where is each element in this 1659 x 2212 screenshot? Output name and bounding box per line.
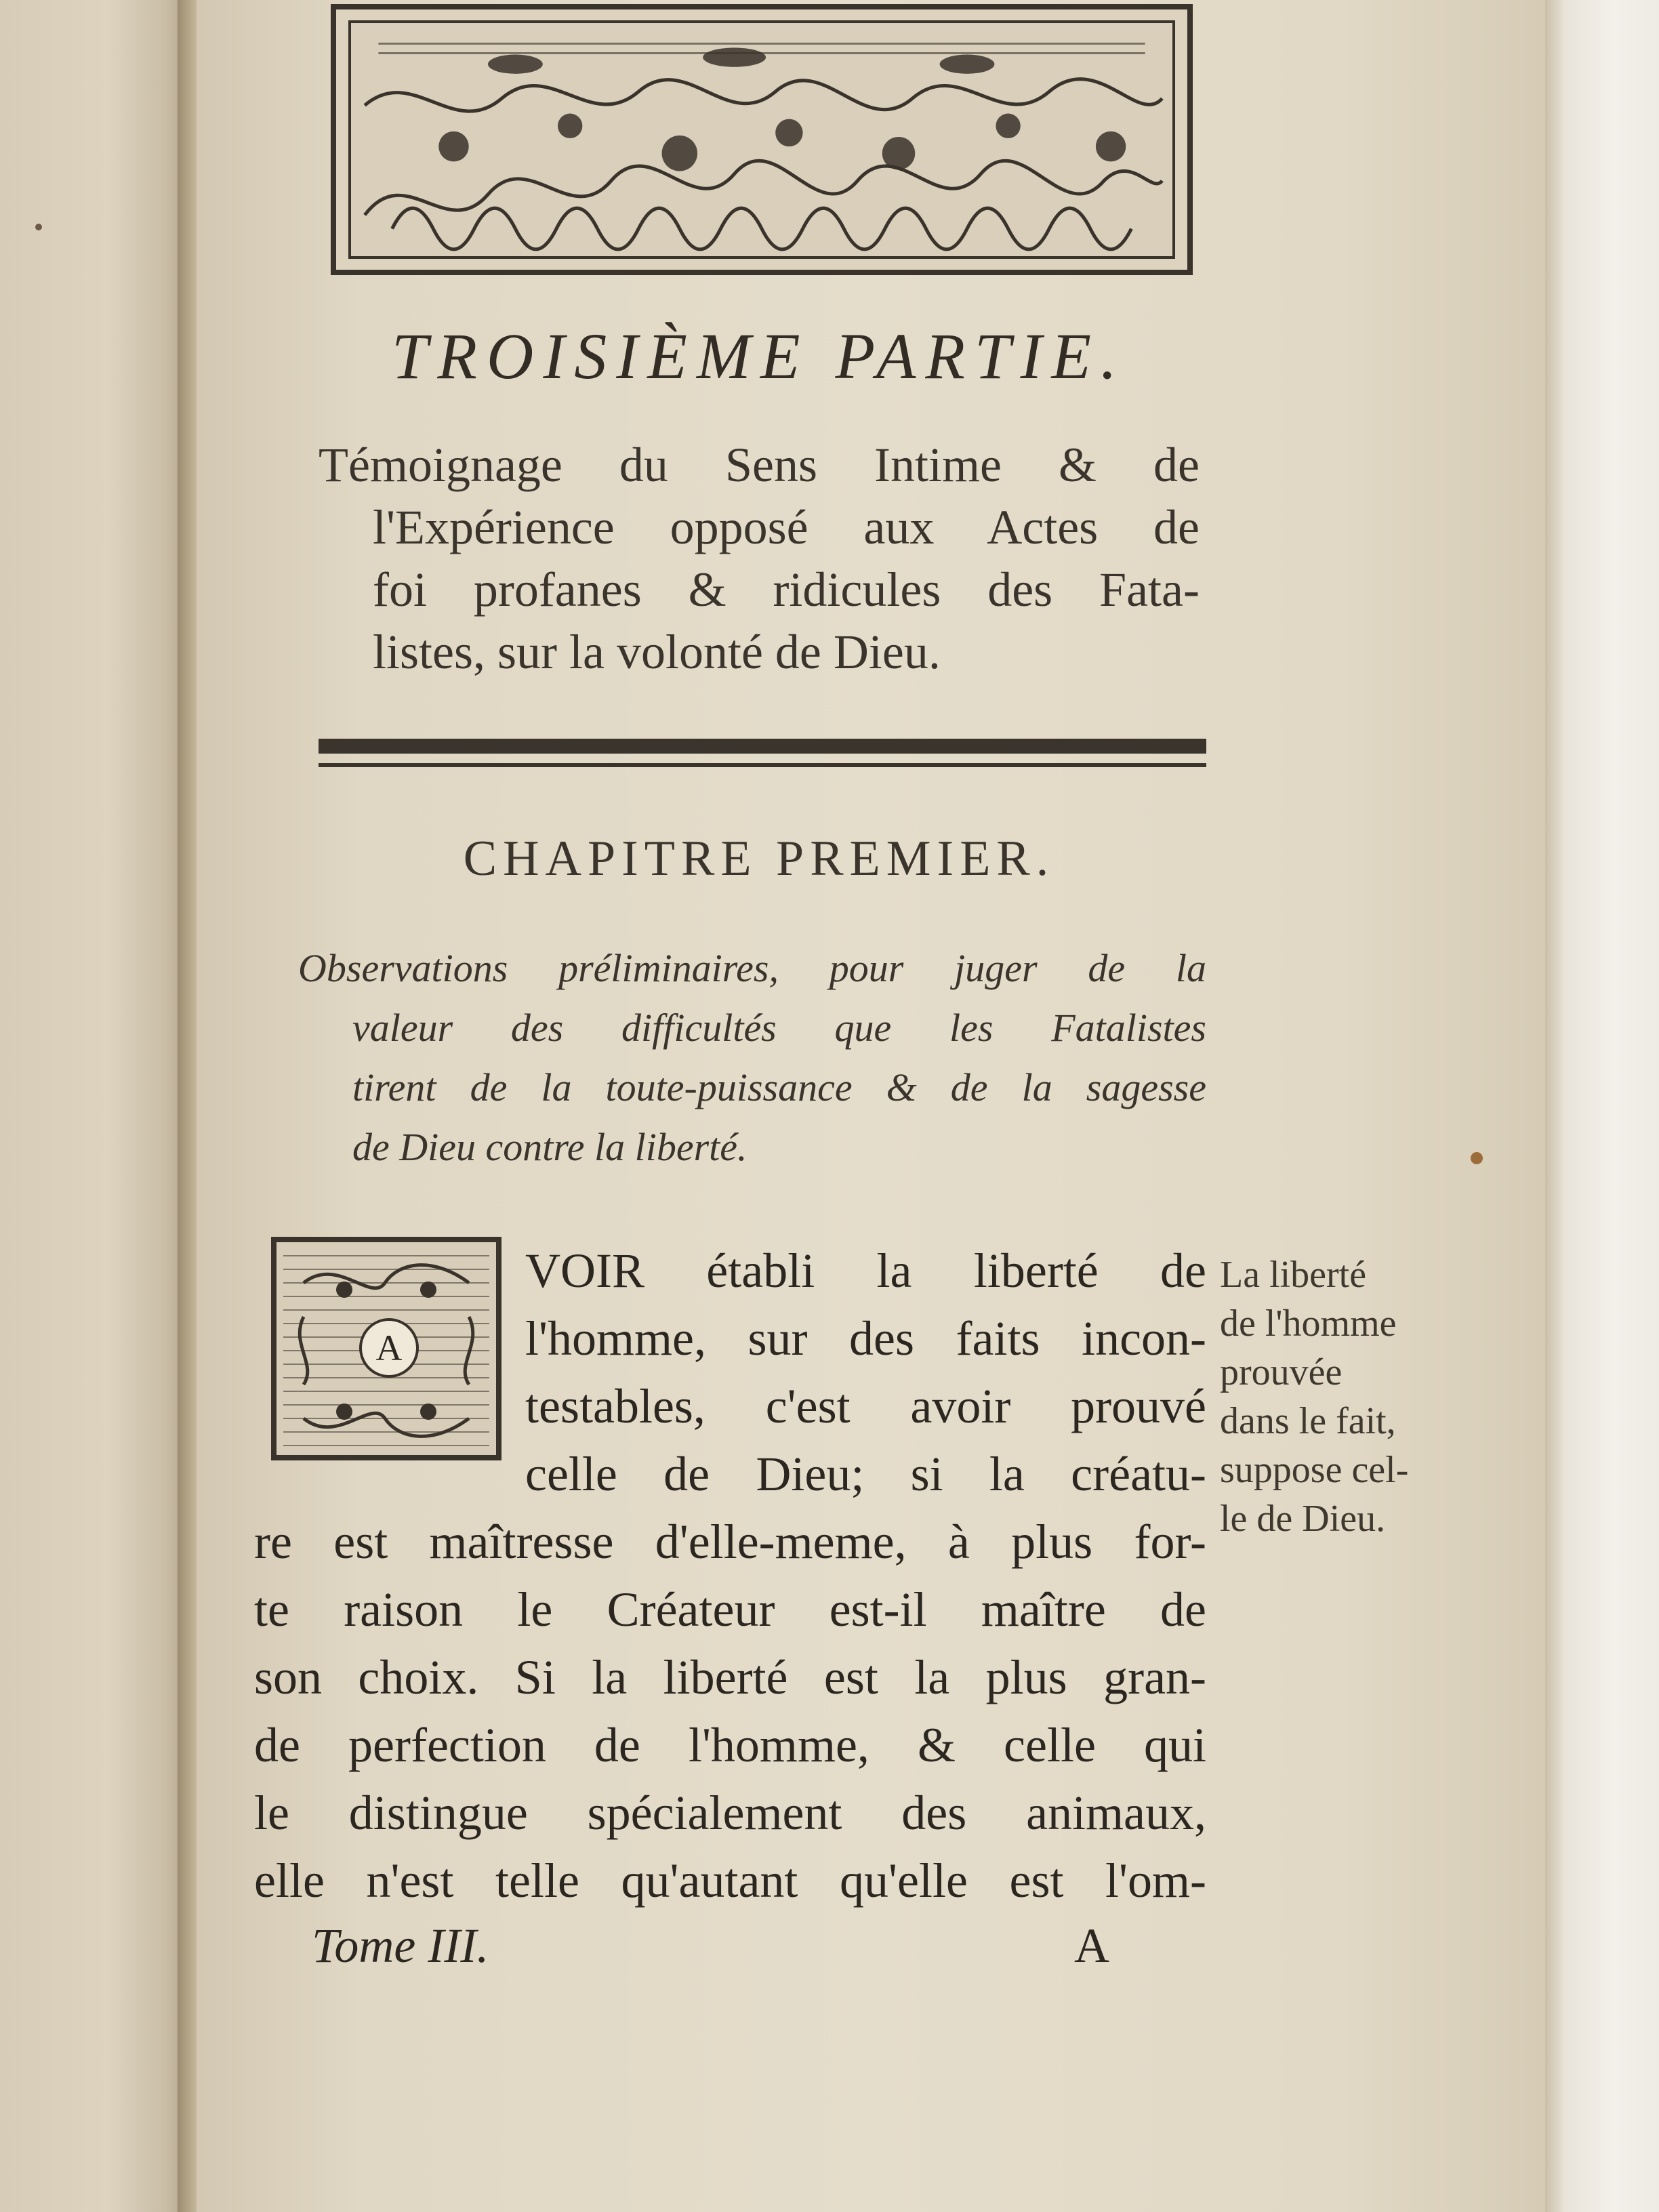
body-line: celle de Dieu; si la créatu- [525,1447,1206,1501]
chapter-summary-line: de Dieu contre la liberté. [352,1125,747,1169]
chapter-title: CHAPITRE PREMIER. [463,831,1055,886]
chapter-summary-line: tirent de la toute-puissance & de la sagesse [352,1065,1206,1109]
ink-speck [35,224,42,230]
divider-rule-thin [319,763,1206,767]
body-paragraph-opening [525,1237,1206,1508]
marginal-note-line: La liberté [1220,1254,1367,1296]
body-line: testables, c'est avoir prouvé [525,1379,1206,1433]
headpiece-inner-frame [348,20,1175,259]
chapter-summary-line: valeur des difficultés que les Fatalistes [352,1006,1206,1050]
drop-cap-initial [271,1237,501,1460]
marginal-note-line: dans le fait, [1220,1400,1396,1442]
marginal-note-line: le de Dieu. [1220,1498,1386,1540]
page-edge [1545,0,1659,2212]
part-description-line: listes, sur la volonté de Dieu. [373,625,941,679]
body-line: re est maîtresse d'elle-meme, à plus for- [254,1515,1206,1569]
part-description-line: Témoignage du Sens Intime & de [319,438,1200,492]
body-line: l'homme, sur des faits incon- [525,1311,1206,1366]
marginal-note-line: suppose cel- [1220,1449,1409,1491]
marginal-note [1220,1250,1450,1543]
headpiece-ornament [331,4,1193,275]
body-line: elle n'est telle qu'autant qu'elle est l'om- [254,1853,1206,1908]
signature-letter: A [1074,1919,1109,1973]
drop-cap-letter: A [359,1318,419,1378]
body-paragraph-continuation [254,1508,1206,1914]
signature-mark: Tome III. [312,1919,489,1973]
body-line: son choix. Si la liberté est la plus gran- [254,1650,1206,1704]
facing-page-left [0,0,197,2212]
part-description [319,434,1200,683]
chapter-summary-line: Observations préliminaires, pour juger de la [298,946,1206,990]
body-line: le distingue spécialement des animaux, [254,1786,1206,1840]
body-line: te raison le Créateur est-il maître de [254,1582,1206,1637]
marginal-note-line: de l'homme [1220,1303,1397,1345]
body-line: de perfection de l'homme, & celle qui [254,1718,1206,1772]
marginal-note-line: prouvée [1220,1351,1343,1393]
foxing-stain [1471,1152,1483,1164]
divider-rule-thick [319,739,1206,754]
part-description-line: l'Expérience opposé aux Actes de [373,500,1200,554]
ornament-foliage-icon [351,23,1172,256]
chapter-summary [298,939,1206,1177]
part-description-line: foi profanes & ridicules des Fata- [373,562,1200,617]
body-line: VOIR établi la liberté de [525,1244,1206,1298]
part-title: TROISIÈME PARTIE. [391,320,1127,392]
